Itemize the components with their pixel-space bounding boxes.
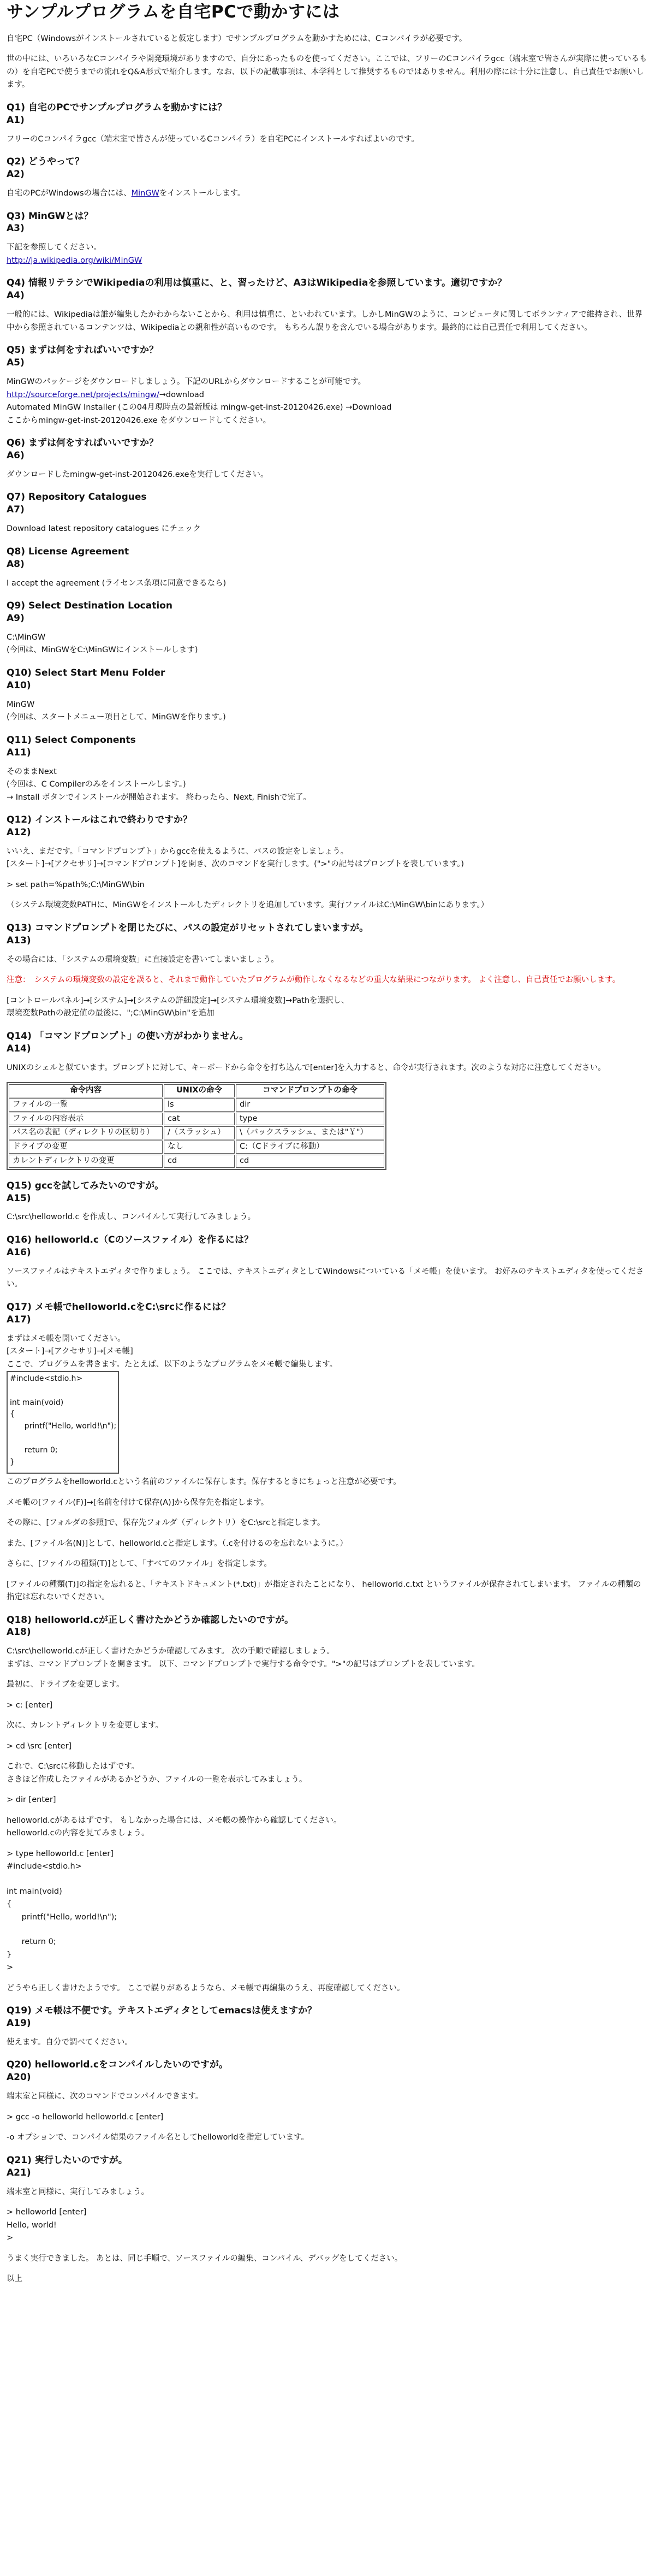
output-line: int main(void) [7, 1887, 62, 1896]
table-cell: type [236, 1113, 384, 1126]
question-11: Q11) Select Components [7, 734, 136, 746]
answer-8-text: I accept the agreement (ライセンス条項に同意できるなら) [7, 578, 227, 588]
answer-13-label: A13) [7, 935, 31, 946]
output-line: > [7, 1963, 14, 1972]
output-line: Hello, world! [7, 2220, 57, 2230]
answer-5-line-3: Automated MinGW Installer (この04月現時点の最新版は mingw-get-inst-20120426.exe) →Download [7, 403, 392, 412]
answer-18-p1: 最初に、ドライブを変更します。 [7, 1680, 124, 1689]
answer-12-line-2: [スタート]→[アクセサリ]→[コマンドプロンプト]を開き、次のコマンドを実行します。(">"の記号はプロンプトを表しています。) [7, 860, 465, 869]
answer-18-p4 [7, 1815, 648, 1840]
answer-9-label: A9) [7, 613, 25, 624]
answer-9-line-1: C:\MinGW [7, 633, 46, 642]
question-5: Q5) まずは何をすればいいですか？ [7, 345, 158, 356]
question-8: Q8) License Agreement [7, 546, 129, 557]
table-cell: dir [236, 1098, 384, 1112]
sourceforge-link[interactable]: http://sourceforge.net/projects/mingw/ [7, 390, 159, 399]
source-code-box [7, 1371, 119, 1474]
table-cell: パス名の表記（ディレクトリの区切り） [9, 1126, 163, 1139]
drive-change-command: > c: [enter] [7, 1700, 53, 1710]
answer-18-p4-line-2: helloworld.cの内容を見てみましょう。 [7, 1829, 150, 1838]
answer-13-line-4: 環境変数Pathの設定値の最後に、";C:\MinGW\bin"を追加 [7, 1009, 215, 1018]
question-21: Q21) 実行したいのですが。 [7, 2154, 128, 2166]
answer-18-line-2: まずは、コマンドプロンプトを開きます。 以下、コマンドプロンプトで実行する命令です。">"の記号はプロンプトを表しています。 [7, 1659, 480, 1669]
cd-command: > cd \src [enter] [7, 1741, 72, 1751]
warning-text: 注意： システムの環境変数の設定を誤ると、それまで動作していたプログラムが動作しなくなるなどの重大な結果につながります。 よく注意し、自己責任でお願いします。 [7, 976, 621, 985]
table-cell: カレントディレクトリの変更 [9, 1155, 163, 1168]
table-cell: ls [164, 1098, 235, 1112]
answer-12-text [7, 846, 648, 871]
answer-5-line-1: MinGWのパッケージをダウンロードしましょう。下記のURLからダウンロードすることが可能です。 [7, 377, 366, 387]
mingw-link[interactable]: MinGW [131, 189, 159, 198]
table-cell: cat [164, 1113, 235, 1126]
answer-18-p3-line-2: さきほど作成したファイルがあるかどうか、ファイルの一覧を表示してみましょう。 [7, 1775, 307, 1784]
question-17: Q17) メモ帳でhelloworld.cをC:\srcに作るには？ [7, 1301, 231, 1313]
question-7: Q7) Repository Catalogues [7, 492, 147, 503]
table-row [9, 1113, 384, 1126]
answer-18-p4-line-1: helloworld.cがあるはずです。 もしなかった場合には、メモ帳の操作から確認してください。 [7, 1816, 342, 1825]
answer-17-line-3: ここで、プログラムを書きます。たとえば、以下のようなプログラムをメモ帳で編集します。 [7, 1360, 338, 1369]
question-6: Q6) まずは何をすればいいですか？ [7, 438, 158, 448]
answer-2-post: をインストールします。 [159, 189, 246, 198]
answer-5-line-2 [7, 389, 648, 401]
answer-12-label: A12) [7, 827, 31, 838]
page-title: サンプルプログラムを自宅PCで動かすには [7, 2, 340, 22]
question-4: Q4) 情報リテラシでWikipediaの利用は慎重に、と、習ったけど、A3はWikipediaを参照しています。適切ですか？ [7, 277, 507, 289]
table-cell: ドライブの変更 [9, 1141, 163, 1154]
answer-9-line-2: (今回は、MinGWをC:\MinGWにインストールします) [7, 646, 198, 655]
table-cell: ファイルの内容表示 [9, 1113, 163, 1126]
table-header-row [9, 1084, 384, 1097]
answer-14-label: A14) [7, 1043, 31, 1054]
question-15: Q15) gccを試してみたいのですが。 [7, 1180, 164, 1191]
answer-17-label: A17) [7, 1314, 31, 1325]
answer-14-text: UNIXのシェルと似ています。プロンプトに対して、キーボードから命令を打ち込んで[enter]を入力すると、命令が実行されます。次のような対応に注意してください。 [7, 1063, 606, 1072]
table-row [9, 1155, 384, 1168]
intro-paragraph-2: 世の中には、いろいろなCコンパイラや開発環境がありますので、自分にあったものを使ってください。ここでは、フリーのCコンパイラgcc（端末室で皆さんが実際に使っているもの）を自宅PCで使うまでの流れをQ&A形式で紹介します。なお、以下の記載事項は、本学科として推奨するものではありません。利用の際には十分に注意し、自己責任でお願いします。 [7, 55, 647, 90]
answer-15-text: C:\src\helloworld.c を作成し、コンパイルして実行してみましょう。 [7, 1213, 256, 1222]
question-9: Q9) Select Destination Location [7, 600, 172, 612]
answer-17-p4: また、[ファイル名(N)]として、helloworld.cと指定します。（.cを付けるのを忘れないように。） [7, 1539, 348, 1548]
type-command-output [7, 1848, 648, 1975]
table-header: 命令内容 [9, 1084, 163, 1097]
answer-16-label: A16) [7, 1246, 31, 1258]
command-comparison-table-wrapper [7, 1082, 648, 1170]
dir-command: > dir [enter] [7, 1795, 56, 1805]
question-14: Q14) 「コマンドプロンプト」の使い方がわかりません。 [7, 1030, 249, 1042]
question-3: Q3) MinGWとは？ [7, 210, 93, 222]
gcc-command: > gcc -o helloworld helloworld.c [enter] [7, 2112, 164, 2122]
question-20: Q20) helloworld.cをコンパイルしたいのですが。 [7, 2059, 228, 2071]
output-line: { [7, 1900, 12, 1909]
question-18: Q18) helloworld.cが正しく書けたかどうか確認したいのですが。 [7, 1614, 294, 1626]
end-mark: 以上 [7, 2274, 22, 2284]
answer-9-text [7, 631, 648, 657]
answer-10-line-1: MinGW [7, 700, 35, 709]
answer-4-label: A4) [7, 290, 25, 302]
answer-3-text [7, 241, 648, 267]
answer-17-p1: このプログラムをhelloworld.cという名前のファイルに保存します。保存するときにちょっと注意が必要です。 [7, 1478, 401, 1487]
answer-3-line: 下記を参照してください。 [7, 243, 102, 252]
answer-21-p1: 端末室と同様に、実行してみましょう。 [7, 2187, 149, 2196]
answer-17-line-2: [スタート]→[アクセサリ]→[メモ帳] [7, 1347, 133, 1356]
answer-19-text: 使えます。自分で調べてください。 [7, 2037, 133, 2047]
answer-18-p5: どうやら正しく書けたようです。 ここで誤りがあるようなら、メモ帳で再編集のうえ、再度確認してください。 [7, 1983, 405, 1993]
answer-16-text: ソースファイルはテキストエディタで作りましょう。 ここでは、テキストエディタとしてWindowsについている「メモ帳」を使います。 お好みのテキストエディタを使ってください。 [7, 1267, 644, 1289]
table-cell: /（スラッシュ） [164, 1126, 235, 1139]
table-cell: cd [164, 1155, 235, 1168]
answer-10-line-2: (今回は、スタートメニュー項目として、MinGWを作ります。) [7, 713, 226, 722]
answer-1-label: A1) [7, 114, 25, 126]
answer-21-p2: うまく実行できました。 あとは、同じ手順で、ソースファイルの編集、コンパイル、デバッグをしてください。 [7, 2254, 403, 2263]
code-line: #include<stdio.h> [10, 1374, 83, 1384]
type-command: > type helloworld.c [enter] [7, 1849, 114, 1858]
command-comparison-table [7, 1082, 386, 1170]
answer-10-text [7, 699, 648, 724]
answer-19-label: A19) [7, 2018, 31, 2029]
table-row [9, 1098, 384, 1112]
answer-17-intro [7, 1333, 648, 1371]
answer-2-label: A2) [7, 169, 25, 180]
answer-17-p5: さらに、[ファイルの種類(T)]として、「すべてのファイル」を指定します。 [7, 1559, 272, 1569]
set-path-command: > set path=%path%;C:\MinGW\bin [7, 880, 145, 889]
table-cell: C:（Cドライブに移動） [236, 1141, 384, 1154]
table-row [9, 1126, 384, 1139]
answer-10-label: A10) [7, 680, 31, 691]
answer-21-label: A21) [7, 2167, 31, 2178]
table-cell: なし [164, 1141, 235, 1154]
answer-2-text [7, 187, 648, 200]
answer-13-text: その場合には、「システムの環境変数」に直接設定を書いてしまいましょう。 [7, 955, 279, 964]
intro-paragraph-1: 自宅PC（Windowsがインストールされていると仮定します）でサンプルプログラムを動かすためには、Cコンパイラが必要です。 [7, 34, 467, 43]
question-19: Q19) メモ帳は不便です。テキストエディタとしてemacsは使えますか？ [7, 2005, 317, 2017]
table-cell: ファイルの一覧 [9, 1098, 163, 1112]
answer-20-p2: -o オプションで、コンパイル結果のファイル名としてhelloworldを指定しています。 [7, 2133, 309, 2142]
answer-6-text: ダウンロードしたmingw-get-inst-20120426.exeを実行してください。 [7, 470, 269, 479]
answer-8-label: A8) [7, 558, 25, 570]
output-line: } [7, 1950, 12, 1959]
code-line [10, 1385, 116, 1397]
table-header: UNIXの命令 [164, 1084, 235, 1097]
answer-15-label: A15) [7, 1192, 31, 1204]
answer-13-line-3: [コントロールパネル]→[システム]→[システムの詳細設定]→[システム環境変数]→Pathを選択し、 [7, 996, 349, 1005]
code-line: printf("Hello, world!\n"); [10, 1422, 117, 1431]
output-line [7, 1874, 648, 1886]
answer-5-label: A5) [7, 357, 25, 369]
output-line: > helloworld [enter] [7, 2208, 87, 2217]
answer-7-label: A7) [7, 504, 25, 516]
question-2: Q2) どうやって？ [7, 156, 84, 168]
run-output [7, 2206, 648, 2244]
answer-17-p2: メモ帳の[ファイル(F)]→[名前を付けて保存(A)]から保存先を指定します。 [7, 1498, 269, 1507]
code-line: return 0; [10, 1445, 58, 1455]
answer-11-line-1: そのままNext [7, 767, 57, 776]
question-12: Q12) インストールはこれで終わりですか？ [7, 814, 192, 826]
output-line [7, 1924, 648, 1936]
table-header: コマンドプロンプトの命令 [236, 1084, 384, 1097]
question-13: Q13) コマンドプロンプトを閉じたびに、パスの設定がリセットされてしまいますが。 [7, 922, 369, 933]
answer-11-text [7, 766, 648, 804]
answer-18-intro [7, 1645, 648, 1671]
answer-12-line-1: いいえ、まだです。「コマンドプロンプト」からgccを使えるように、パスの設定をしましょう。 [7, 847, 349, 856]
answer-11-label: A11) [7, 747, 31, 758]
output-line: return 0; [7, 1937, 56, 1947]
answer-6-label: A6) [7, 450, 25, 461]
question-1: Q1) 自宅のPCでサンプルプログラムを動かすには？ [7, 102, 227, 113]
download-arrow-text: →download [159, 390, 204, 399]
table-row [9, 1141, 384, 1154]
answer-18-label: A18) [7, 1627, 31, 1638]
answer-11-line-3: → Install ボタンでインストールが開始されます。 終わったら、Next, Finishで完了。 [7, 793, 311, 802]
answer-1-text: フリーのCコンパイラgcc（端末室で皆さんが使っているCコンパイラ）を自宅PCにインストールすればよいのです。 [7, 134, 419, 144]
output-line: printf("Hello, world!\n"); [7, 1912, 117, 1922]
answer-4-text: 一般的には、Wikipediaは誰が編集したかわからないことから、利用は慎重に、といわれています。しかしMinGWのように、コンピュータに関してボランティアで維持され、世界中から参照されているコンテンツは、Wikipediaとの親和性が高いものです。 もちろん誤りを含んでいる場合があります。最終的には自己責任で利用してください。 [7, 310, 642, 332]
answer-12-note: （システム環境変数PATHに、MinGWをインストールしたディレクトリを追加しています。実行ファイルはC:\MinGW\binにあります。） [7, 901, 489, 910]
answer-11-line-2: (今回は、C Compilerのみをインストールします。) [7, 780, 186, 789]
answer-3-label: A3) [7, 223, 25, 234]
code-line: int main(void) [10, 1398, 64, 1407]
answer-20-p1: 端末室と同様に、次のコマンドでコンパイルできます。 [7, 2092, 204, 2101]
output-line: > [7, 2234, 14, 2243]
answer-13-steps [7, 995, 648, 1020]
answer-18-p3-line-1: これで、C:\srcに移動したはずです。 [7, 1762, 140, 1771]
wikipedia-mingw-link[interactable]: http://ja.wikipedia.org/wiki/MinGW [7, 256, 142, 265]
answer-5-text [7, 376, 648, 427]
question-10: Q10) Select Start Menu Folder [7, 667, 165, 678]
answer-20-label: A20) [7, 2072, 31, 2083]
answer-17-p3: その際に、[フォルダの参照]で、保存先フォルダ（ディレクトリ）をC:\srcと指定します。 [7, 1519, 325, 1528]
answer-5-line-4: ここからmingw-get-inst-20120426.exe をダウンロードしてください。 [7, 416, 271, 425]
code-line: } [10, 1457, 15, 1467]
question-16: Q16) helloworld.c（Cのソースファイル）を作るには？ [7, 1234, 254, 1245]
table-cell: \（バックスラッシュ、または"￥"） [236, 1126, 384, 1139]
table-cell: cd [236, 1155, 384, 1168]
code-line [10, 1433, 116, 1445]
answer-18-p3 [7, 1760, 648, 1786]
answer-17-line-1: まずはメモ帳を開いてください。 [7, 1334, 126, 1343]
output-line: #include<stdio.h> [7, 1862, 82, 1871]
answer-2-pre: 自宅のPCがWindowsの場合には、 [7, 189, 132, 198]
code-line: { [10, 1410, 15, 1419]
answer-18-p2: 次に、カレントディレクトリを変更します。 [7, 1721, 164, 1730]
answer-7-text: Download latest repository catalogues にチェック [7, 524, 201, 534]
answer-18-line-1: C:\src\helloworld.cが正しく書けたかどうか確認してみます。 次の手順で確認しましょう。 [7, 1647, 335, 1656]
answer-17-p6: [ファイルの種類(T)]の指定を忘れると、「テキストドキュメント(*.txt)」が指定されたことになり、 helloworld.c.txt というファイルが保存されてしまいます。 ファイルの種類の指定は忘れないでください。 [7, 1580, 641, 1602]
